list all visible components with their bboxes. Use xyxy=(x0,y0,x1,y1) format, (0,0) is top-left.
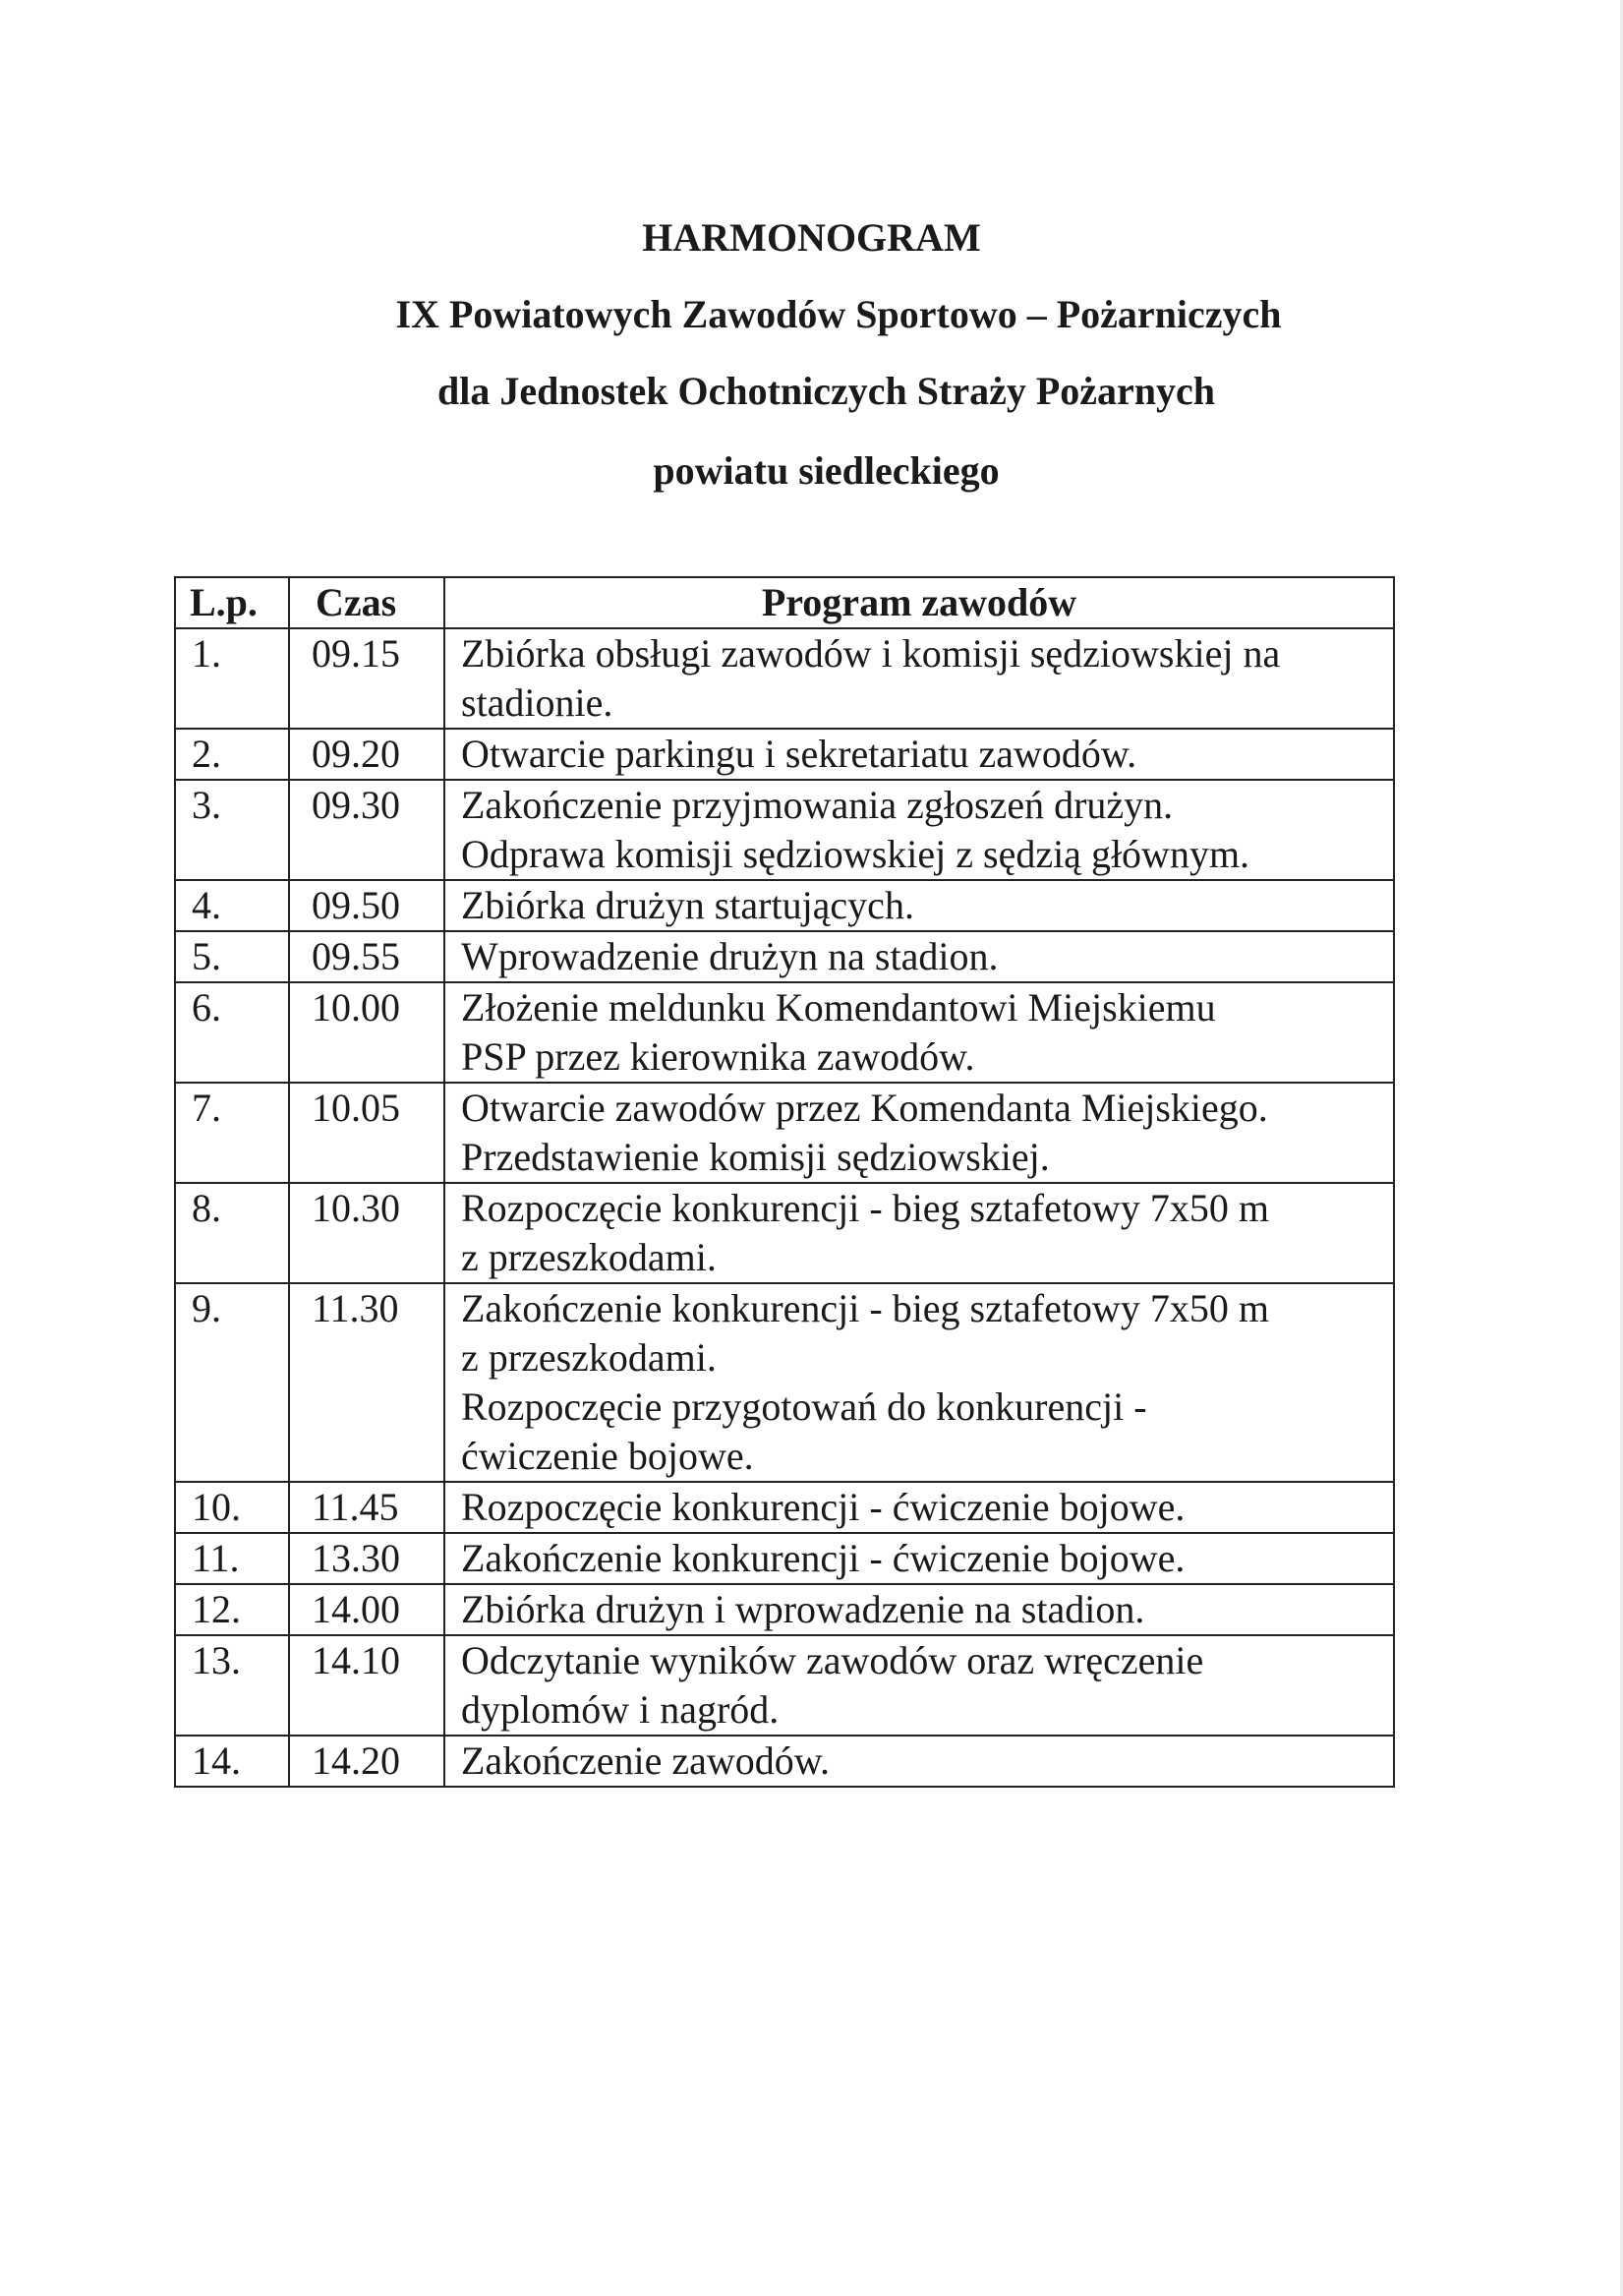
column-header-time: Czas xyxy=(289,577,444,628)
row-time: 14.20 xyxy=(289,1736,444,1787)
row-time: 10.05 xyxy=(289,1083,444,1183)
row-number: 13. xyxy=(175,1635,289,1736)
row-time: 11.30 xyxy=(289,1283,444,1482)
program-line: Otwarcie parkingu i sekretariatu zawodów. xyxy=(461,732,1137,776)
row-number: 12. xyxy=(175,1584,289,1635)
row-time: 10.30 xyxy=(289,1183,444,1283)
table-row xyxy=(175,1083,1394,1183)
program-line: Zbiórka drużyn i wprowadzenie na stadion. xyxy=(461,1587,1145,1631)
row-program xyxy=(444,880,1394,931)
row-time: 14.10 xyxy=(289,1635,444,1736)
row-number: 5. xyxy=(175,931,289,982)
program-line: stadionie. xyxy=(461,680,613,725)
row-program xyxy=(444,1283,1394,1482)
schedule-table xyxy=(174,576,1395,1788)
program-line: Odczytanie wyników zawodów oraz wręczenie xyxy=(461,1638,1204,1682)
table-row xyxy=(175,1635,1394,1736)
column-header-lp: L.p. xyxy=(175,577,289,628)
table-row xyxy=(175,628,1394,729)
row-number: 2. xyxy=(175,729,289,780)
program-line: Złożenie meldunku Komendantowi Miejskiemu xyxy=(461,985,1216,1030)
row-number: 14. xyxy=(175,1736,289,1787)
row-program xyxy=(444,1083,1394,1183)
row-program xyxy=(444,931,1394,982)
program-line: Zbiórka obsługi zawodów i komisji sędziowskiej na xyxy=(461,631,1281,676)
row-program xyxy=(444,1635,1394,1736)
program-line: Zakończenie zawodów. xyxy=(461,1738,830,1783)
row-time: 09.55 xyxy=(289,931,444,982)
document-subtitle-district: powiatu siedleckiego xyxy=(653,448,1000,493)
row-time: 09.15 xyxy=(289,628,444,729)
program-line: Zbiórka drużyn startujących. xyxy=(461,883,914,927)
program-line: Zakończenie przyjmowania zgłoszeń drużyn. xyxy=(461,783,1174,827)
table-row xyxy=(175,982,1394,1083)
row-number: 6. xyxy=(175,982,289,1083)
document-subtitle-event: IX Powiatowych Zawodów Sportowo – Pożarniczych xyxy=(395,292,1282,336)
program-line: z przeszkodami. xyxy=(461,1335,717,1380)
row-time: 09.30 xyxy=(289,780,444,880)
program-line: Zakończenie konkurencji - ćwiczenie bojowe. xyxy=(461,1536,1186,1580)
program-line: dyplomów i nagród. xyxy=(461,1687,780,1732)
table-row xyxy=(175,1533,1394,1584)
document-subtitle-units: dla Jednostek Ochotniczych Straży Pożarnych xyxy=(436,369,1216,413)
program-line: Otwarcie zawodów przez Komendanta Miejskiego. xyxy=(461,1086,1268,1130)
table-header-row xyxy=(175,577,1394,628)
table-row xyxy=(175,1283,1394,1482)
row-time: 13.30 xyxy=(289,1533,444,1584)
row-number: 1. xyxy=(175,628,289,729)
row-program xyxy=(444,780,1394,880)
row-program xyxy=(444,1584,1394,1635)
program-line: PSP przez kierownika zawodów. xyxy=(461,1034,975,1079)
table-row xyxy=(175,1482,1394,1533)
row-number: 8. xyxy=(175,1183,289,1283)
row-program xyxy=(444,1533,1394,1584)
row-program xyxy=(444,982,1394,1083)
row-number: 11. xyxy=(175,1533,289,1584)
row-number: 9. xyxy=(175,1283,289,1482)
row-time: 09.50 xyxy=(289,880,444,931)
row-time: 14.00 xyxy=(289,1584,444,1635)
row-time: 09.20 xyxy=(289,729,444,780)
row-number: 4. xyxy=(175,880,289,931)
program-line: z przeszkodami. xyxy=(461,1235,717,1279)
row-number: 10. xyxy=(175,1482,289,1533)
table-row xyxy=(175,931,1394,982)
program-line: Rozpoczęcie przygotowań do konkurencji - xyxy=(461,1384,1147,1429)
table-row xyxy=(175,780,1394,880)
program-line: Przedstawienie komisji sędziowskiej. xyxy=(461,1135,1050,1179)
row-program xyxy=(444,1183,1394,1283)
row-number: 3. xyxy=(175,780,289,880)
document-title: HARMONOGRAM xyxy=(642,215,981,260)
table-row xyxy=(175,1183,1394,1283)
schedule-table-body xyxy=(175,628,1394,1787)
program-line: Rozpoczęcie konkurencji - ćwiczenie bojowe. xyxy=(461,1485,1186,1529)
row-time: 10.00 xyxy=(289,982,444,1083)
program-line: Rozpoczęcie konkurencji - bieg sztafetowy 7x50 m xyxy=(461,1186,1269,1230)
row-program xyxy=(444,1736,1394,1787)
program-line: Odprawa komisji sędziowskiej z sędzią głównym. xyxy=(461,832,1250,876)
table-row xyxy=(175,1736,1394,1787)
row-program xyxy=(444,729,1394,780)
table-row xyxy=(175,880,1394,931)
program-line: Wprowadzenie drużyn na stadion. xyxy=(461,934,999,978)
program-line: ćwiczenie bojowe. xyxy=(461,1434,754,1478)
column-header-program: Program zawodów xyxy=(444,577,1394,628)
table-row xyxy=(175,1584,1394,1635)
row-time: 11.45 xyxy=(289,1482,444,1533)
table-row xyxy=(175,729,1394,780)
row-program xyxy=(444,628,1394,729)
row-number: 7. xyxy=(175,1083,289,1183)
row-program xyxy=(444,1482,1394,1533)
program-line: Zakończenie konkurencji - bieg sztafetowy 7x50 m xyxy=(461,1286,1269,1330)
